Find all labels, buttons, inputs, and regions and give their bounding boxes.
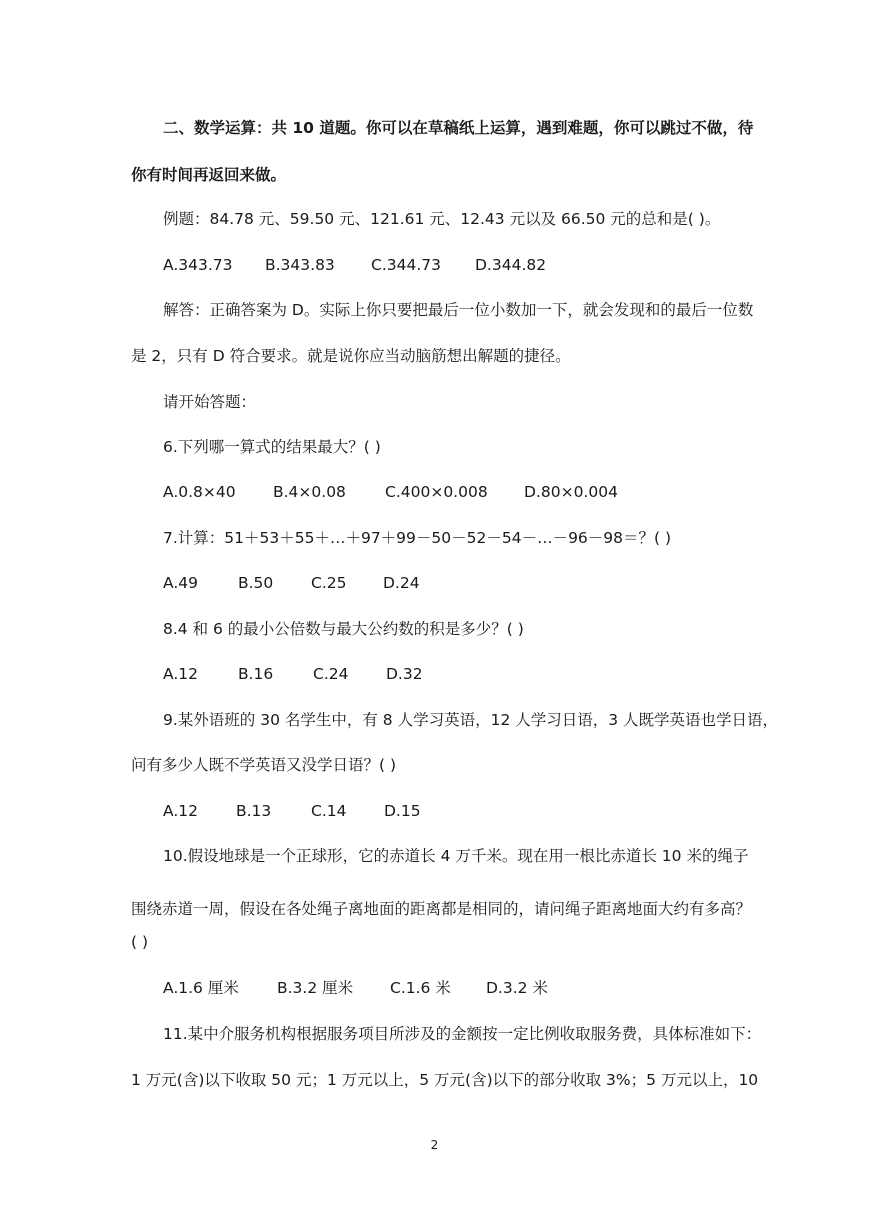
question-8: 8.4 和 6 的最小公倍数与最大公约数的积是多少？( ) — [163, 620, 524, 638]
question-10-line2: 围绕赤道一周，假设在各处绳子离地面的距离都是相同的，请问绳子距离地面大约有多高？ — [131, 900, 752, 918]
example-question: 例题：84.78 元、59.50 元、121.61 元、12.43 元以及 66.50 元的总和是( )。 — [163, 210, 721, 228]
q10-option-b: B.3.2 厘米 — [277, 979, 354, 997]
q8-option-b: B.16 — [238, 665, 274, 683]
question-11-line2: 1 万元(含)以下收取 50 元；1 万元以上，5 万元(含)以下的部分收取 3%；5 万元以上，10 — [131, 1071, 759, 1089]
q8-option-a: A.12 — [163, 665, 198, 683]
example-answer-line2: 是 2，只有 D 符合要求。就是说你应当动脑筋想出解题的捷径。 — [131, 347, 571, 365]
page-number: 2 — [430, 1138, 439, 1152]
example-option-a: A.343.73 — [163, 256, 233, 274]
q9-option-c: C.14 — [311, 802, 347, 820]
q9-option-d: D.15 — [384, 802, 421, 820]
q10-option-a: A.1.6 厘米 — [163, 979, 239, 997]
section-heading-line1: 二、数学运算：共 10 道题。你可以在草稿纸上运算，遇到难题，你可以跳过不做，待 — [163, 119, 754, 137]
q6-option-d: D.80×0.004 — [524, 483, 618, 501]
question-11-line1: 11.某中介服务机构根据服务项目所涉及的金额按一定比例收取服务费，具体标准如下： — [163, 1025, 762, 1043]
start-prompt: 请开始答题： — [163, 393, 257, 411]
question-10-line3: ( ) — [131, 933, 149, 951]
q7-option-a: A.49 — [163, 574, 198, 592]
q7-option-b: B.50 — [238, 574, 274, 592]
question-6: 6.下列哪一算式的结果最大？( ) — [163, 438, 381, 456]
question-9-line2: 问有多少人既不学英语又没学日语？( ) — [131, 756, 397, 774]
q9-option-a: A.12 — [163, 802, 198, 820]
q9-option-b: B.13 — [236, 802, 272, 820]
q6-option-c: C.400×0.008 — [385, 483, 488, 501]
q7-option-c: C.25 — [311, 574, 347, 592]
q10-option-c: C.1.6 米 — [390, 979, 451, 997]
question-9-line1: 9.某外语班的 30 名学生中，有 8 人学习英语，12 人学习日语，3 人既学英语也学日语， — [163, 711, 779, 729]
q10-option-d: D.3.2 米 — [486, 979, 548, 997]
example-option-c: C.344.73 — [371, 256, 441, 274]
q6-option-b: B.4×0.08 — [273, 483, 346, 501]
question-7: 7.计算：51＋53＋55＋…＋97＋99－50－52－54－…－96－98＝？( ) — [163, 529, 672, 547]
example-option-b: B.343.83 — [265, 256, 335, 274]
example-option-d: D.344.82 — [475, 256, 547, 274]
q8-option-d: D.32 — [386, 665, 423, 683]
question-10-line1: 10.假设地球是一个正球形，它的赤道长 4 万千米。现在用一根比赤道长 10 米的绳子 — [163, 847, 749, 865]
q8-option-c: C.24 — [313, 665, 349, 683]
example-answer-line1: 解答：正确答案为 D。实际上你只要把最后一位小数加一下，就会发现和的最后一位数 — [163, 301, 754, 319]
section-heading-line2: 你有时间再返回来做。 — [131, 166, 287, 184]
q7-option-d: D.24 — [383, 574, 420, 592]
q6-option-a: A.0.8×40 — [163, 483, 236, 501]
